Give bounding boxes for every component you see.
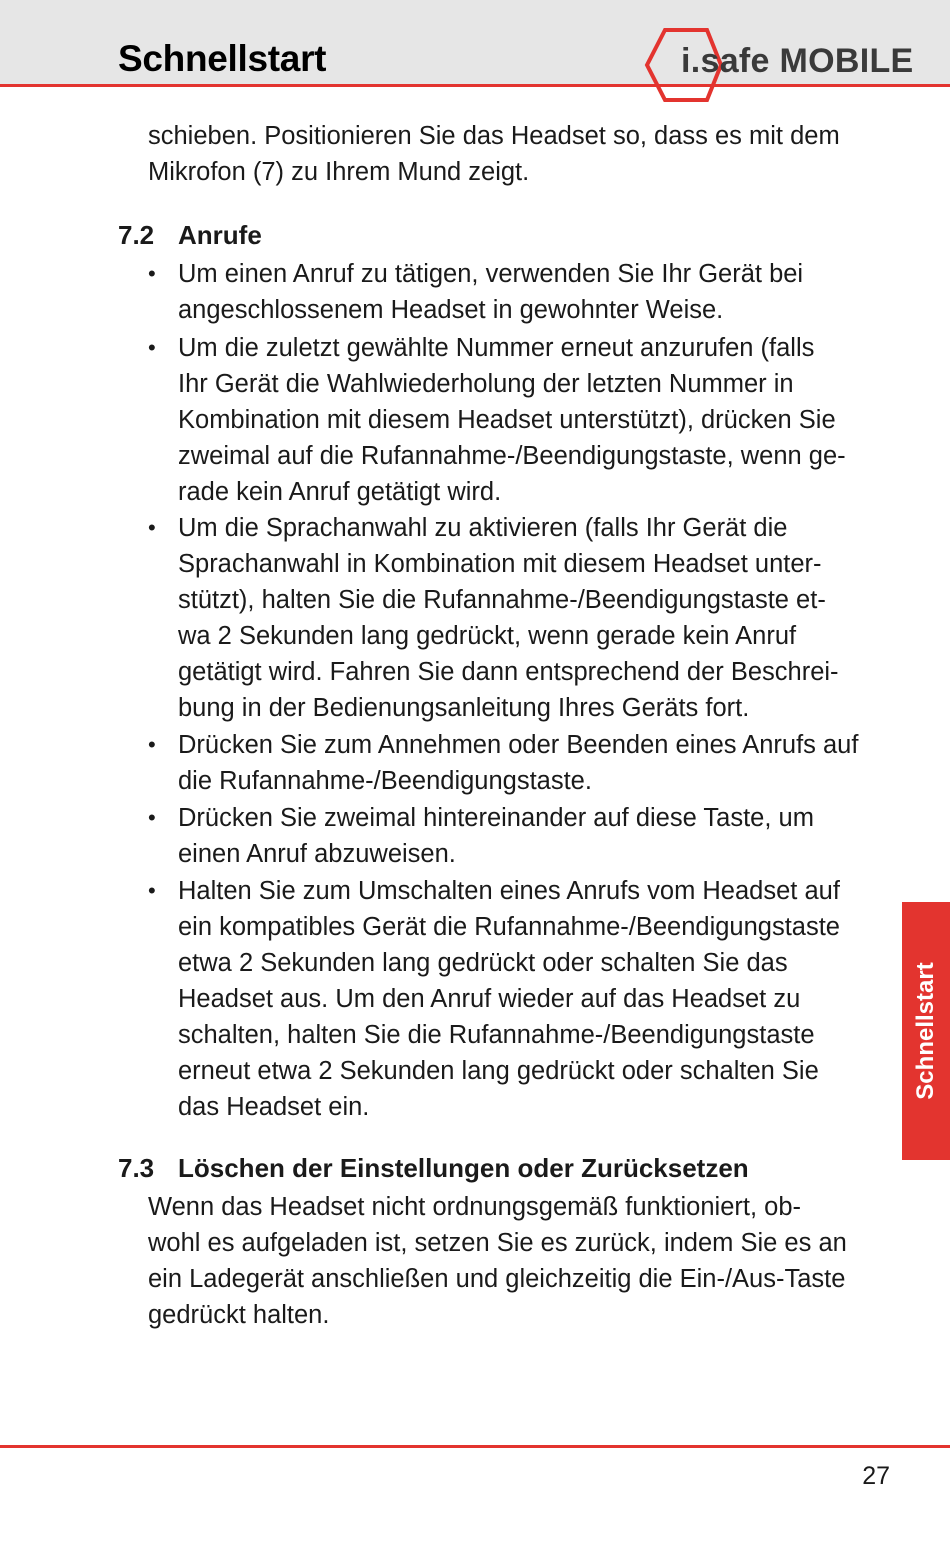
- bullet-line: einen Anruf abzuweisen.: [178, 840, 456, 868]
- footer-divider: [0, 1445, 950, 1448]
- bullet-line: Um die Sprachanwahl zu aktivieren (falls Ihr Gerät die: [178, 514, 788, 542]
- intro-line: schieben. Positionieren Sie das Headset so, dass es mit dem: [148, 122, 840, 150]
- section-title: Löschen der Einstellungen oder Zurücksetzen: [178, 1153, 749, 1183]
- bullet-line: Headset aus. Um den Anruf wieder auf das Headset zu: [178, 985, 801, 1013]
- bullet-line: Um einen Anruf zu tätigen, verwenden Sie Ihr Gerät bei: [178, 260, 804, 288]
- bullet-line: ein kompatibles Gerät die Rufannahme-/Beendigungstaste: [178, 913, 840, 941]
- paragraph-line: gedrückt halten.: [148, 1301, 330, 1329]
- bullet-line: etwa 2 Sekunden lang gedrückt oder schalten Sie das: [178, 949, 788, 977]
- intro-line: Mikrofon (7) zu Ihrem Mund zeigt.: [148, 158, 530, 186]
- page-title: Schnellstart: [118, 38, 327, 79]
- section-heading-7-2: [118, 220, 262, 251]
- paragraph-line: ein Ladegerät anschließen und gleichzeitig die Ein-/Aus-Taste: [148, 1265, 846, 1293]
- bullet-line: schalten, halten Sie die Rufannahme-/Beendigungstaste: [178, 1021, 815, 1049]
- bullet-line: das Headset ein.: [178, 1093, 370, 1121]
- bullet-icon: •: [148, 878, 156, 903]
- bullet-icon: •: [148, 335, 156, 360]
- paragraph-line: wohl es aufgeladen ist, setzen Sie es zurück, indem Sie es an: [148, 1229, 847, 1257]
- bullet-icon: •: [148, 732, 156, 757]
- bullet-line: getätigt wird. Fahren Sie dann entsprechend der Beschrei-: [178, 658, 839, 686]
- bullet-icon: •: [148, 515, 156, 540]
- section-heading-7-3: [118, 1153, 749, 1184]
- section-number: 7.2: [118, 220, 155, 250]
- logo-text: i.safe MOBILE: [681, 42, 914, 80]
- bullet-line: Halten Sie zum Umschalten eines Anrufs vom Headset auf: [178, 877, 840, 905]
- bullet-line: Kombination mit diesem Headset unterstützt), drücken Sie: [178, 406, 836, 434]
- bullet-line: stützt), halten Sie die Rufannahme-/Beendigungstaste et-: [178, 586, 826, 614]
- side-tab-schnellstart[interactable]: [902, 902, 950, 1160]
- bullet-line: bung in der Bedienungsanleitung Ihres Geräts fort.: [178, 694, 750, 722]
- bullet-icon: •: [148, 261, 156, 286]
- bullet-line: die Rufannahme-/Beendigungstaste.: [178, 767, 592, 795]
- page-number: 27: [862, 1462, 890, 1490]
- paragraph-line: Wenn das Headset nicht ordnungsgemäß funktioniert, ob-: [148, 1193, 801, 1221]
- bullet-line: wa 2 Sekunden lang gedrückt, wenn gerade kein Anruf: [178, 622, 797, 650]
- bullet-line: angeschlossenem Headset in gewohnter Weise.: [178, 296, 724, 324]
- bullet-line: rade kein Anruf getätigt wird.: [178, 478, 502, 506]
- bullet-line: Ihr Gerät die Wahlwiederholung der letzten Nummer in: [178, 370, 794, 398]
- bullet-line: Um die zuletzt gewählte Nummer erneut anzurufen (falls: [178, 334, 815, 362]
- bullet-line: zweimal auf die Rufannahme-/Beendigungstaste, wenn ge-: [178, 442, 846, 470]
- bullet-line: Drücken Sie zweimal hintereinander auf diese Taste, um: [178, 804, 814, 832]
- section-title: Anrufe: [178, 220, 262, 250]
- brand-logo: [643, 26, 933, 104]
- bullet-icon: •: [148, 805, 156, 830]
- bullet-line: Drücken Sie zum Annehmen oder Beenden eines Anrufs auf: [178, 731, 859, 759]
- side-tab-label: Schnellstart: [912, 962, 939, 1100]
- section-number: 7.3: [118, 1153, 155, 1183]
- bullet-line: erneut etwa 2 Sekunden lang gedrückt oder schalten Sie: [178, 1057, 819, 1085]
- bullet-line: Sprachanwahl in Kombination mit diesem Headset unter-: [178, 550, 822, 578]
